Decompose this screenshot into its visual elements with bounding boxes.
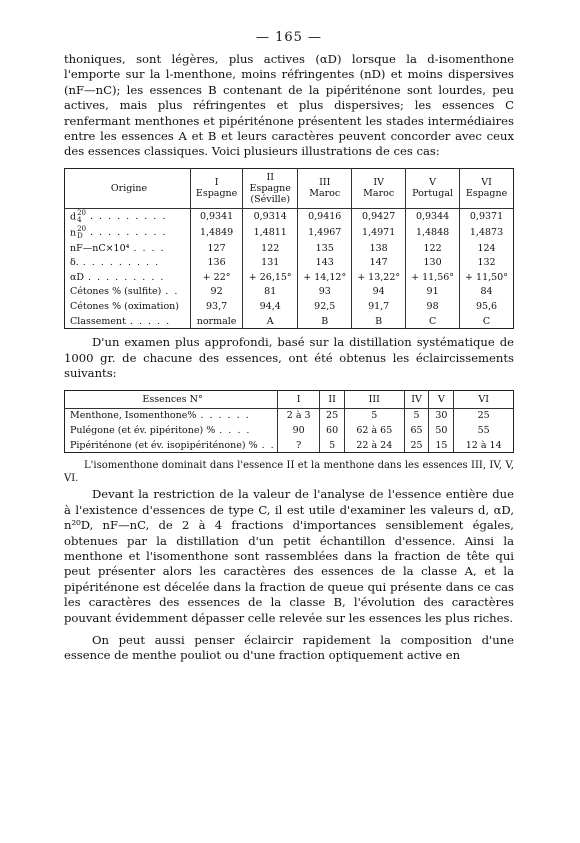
table2-cell: 5 [404,408,429,423]
table1-cell: 98 [406,299,460,314]
paragraph-3: Devant la restriction de la valeur de l'analyse de l'essence entière due à l'existence d'essences de type C, il est utile d'examiner les valeurs d, αD, n²⁰D, nF—nC, de 2 à 4 fractions d'importances sensiblement égales, obtenues par la distillation d'un petit échantillon d'essence. Ainsi la menthone et l'isomenthone sont rassemblées dans la fraction de tête qui peut présenter alors les caractères des essences de la classe A, et la pipériténone est décelée dans la fraction de queue qui présente dans ce cas les caractères des essences de la classe B, l'évolution des caractères pouvant évidemment dépasser celle relevée sur les essences les plus riches. [64,487,514,625]
table1-cell: 92 [191,285,243,300]
table1-col-header: IV Maroc [352,168,406,208]
table1-cell: 0,9427 [352,208,406,225]
table1-cell: 1,4873 [460,225,514,241]
table1-cell: 0,9371 [460,208,514,225]
table1-cell: 122 [243,241,298,256]
table1-cell: 127 [191,241,243,256]
table1-header-row [65,168,514,208]
table1-row-label: d 20 4 . . . . . . . . . [70,208,167,224]
table1-cell: 93 [298,285,352,300]
table1-cell: + 14,12° [298,270,352,285]
table1-col-header: II Espagne (Séville) [243,168,298,208]
table2-row-label: Pipériténone (et év. isopipériténone) % . . [70,439,276,451]
table1-row [65,270,514,285]
table2-cell: 12 à 14 [454,438,514,453]
table1-cell: 1,4849 [191,225,243,241]
table1-cell: 131 [243,255,298,270]
table1-row [65,208,514,225]
table2-cell: 62 à 65 [345,423,405,438]
table1-cell: + 11,50° [460,270,514,285]
table1-cell: + 13,22° [352,270,406,285]
table1-row-label: αD . . . . . . . . . [70,271,165,283]
table-essence-composition [64,390,514,454]
table1-cell: 0,9344 [406,208,460,225]
table1-row [65,314,514,329]
table1-cell: A [243,314,298,329]
table1-cell: 0,9416 [298,208,352,225]
table1-cell: 130 [406,255,460,270]
table1-cell: + 11,56° [406,270,460,285]
table2-row [65,423,514,438]
table2-header-label: Essences N° [65,390,278,408]
table-note: L'isomenthone dominait dans l'essence II et la menthone dans les essences III, IV, V, VI. [64,460,514,485]
table2-row-label: Menthone, Isomenthone% . . . . . . [70,410,251,422]
table2-col-header: I [278,390,320,408]
table2-cell: 65 [404,423,429,438]
table2-cell: 5 [320,438,345,453]
table1-row-label: n 20 D . . . . . . . . . [70,224,167,240]
table1-cell: 122 [406,241,460,256]
table-essence-properties [64,168,514,330]
table1-cell: B [352,314,406,329]
table1-row [65,299,514,314]
table2-cell: 90 [278,423,320,438]
table1-row [65,285,514,300]
table1-row-label: δ. . . . . . . . . . [70,257,160,269]
table2-cell: ? [278,438,320,453]
table1-cell: + 22° [191,270,243,285]
table2-body [65,408,514,453]
table1-cell: 91,7 [352,299,406,314]
table1-cell: 0,9341 [191,208,243,225]
table1-cell: 94 [352,285,406,300]
table1-row-label: Cétones % (sulfite) . . [70,286,179,298]
table1-col-header: V Portugal [406,168,460,208]
table2-row [65,438,514,453]
table1-cell: 136 [191,255,243,270]
table1-row-label: nF—nC×10⁴ . . . . [70,242,166,254]
table1-cell: B [298,314,352,329]
table1-cell: 92,5 [298,299,352,314]
table1-cell: 95,6 [460,299,514,314]
table2-col-header: II [320,390,345,408]
table2-cell: 5 [345,408,405,423]
table2-cell: 60 [320,423,345,438]
table2-row [65,408,514,423]
table2-cell: 55 [454,423,514,438]
table2-cell: 25 [454,408,514,423]
table1-row [65,241,514,256]
table2-cell: 2 à 3 [278,408,320,423]
table1-row [65,255,514,270]
table2-col-header: VI [454,390,514,408]
table1-cell: 1,4967 [298,225,352,241]
paragraph-4: On peut aussi penser éclaircir rapidement la composition d'une essence de menthe pouliot ou d'une fraction optiquement active en [64,633,514,663]
table1-cell: 1,4971 [352,225,406,241]
table2-cell: 25 [404,438,429,453]
page [64,30,514,664]
table1-cell: 1,4811 [243,225,298,241]
table2-row-label: Pulégone (et év. pipéritone) % . . . . [70,425,251,437]
table1-cell: 93,7 [191,299,243,314]
table1-cell: C [406,314,460,329]
paragraph-1: thoniques, sont légères, plus actives (αD) lorsque la d-isomenthone l'emporte sur la l-menthone, moins réfringentes (nD) et moins dispersives (nF—nC); les essences B contenant de la pipériténone sont lourdes, peu actives, mais plus réfringentes et plus dispersives; les essences C renfermant menthones et pipériténone présentent les stades intermédiaires entre les essences A et B et leurs caractères peuvent concorder avec ceux des essences classiques. Voici plusieurs illustrations de ces cas: [64,52,514,159]
table1-cell: 91 [406,285,460,300]
table1-cell: 135 [298,241,352,256]
table1-cell: 147 [352,255,406,270]
table1-cell: 138 [352,241,406,256]
table2-col-header: III [345,390,405,408]
table1-col-header: III Maroc [298,168,352,208]
table2-cell: 30 [429,408,454,423]
table1-cell: 132 [460,255,514,270]
paragraph-2: D'un examen plus approfondi, basé sur la distillation systématique de 1000 gr. de chacune des essences, ont été obtenus les éclaircissements suivants: [64,335,514,381]
table1-cell: 94,4 [243,299,298,314]
table1-cell: 81 [243,285,298,300]
table2-cell: 22 à 24 [345,438,405,453]
table1-header-origin: Origine [65,168,191,208]
table2-cell: 25 [320,408,345,423]
page-number: — 165 — [255,30,323,45]
table1-cell: normale [191,314,243,329]
table1-cell: + 26,15° [243,270,298,285]
table1-cell: 0,9314 [243,208,298,225]
table1-col-header: I Espagne [191,168,243,208]
table2-col-header: V [429,390,454,408]
table1-cell: 84 [460,285,514,300]
table1-row [65,225,514,241]
table1-col-header: VI Espagne [460,168,514,208]
table1-cell: C [460,314,514,329]
table1-row-label: Classement . . . . . [70,315,171,327]
table1-cell: 1,4848 [406,225,460,241]
table2-col-header: IV [404,390,429,408]
table2-cell: 15 [429,438,454,453]
table1-body [65,208,514,329]
table1-row-label: Cétones % (oximation) [70,301,180,313]
table1-cell: 124 [460,241,514,256]
table1-cell: 143 [298,255,352,270]
table2-header-row [65,390,514,408]
table2-cell: 50 [429,423,454,438]
